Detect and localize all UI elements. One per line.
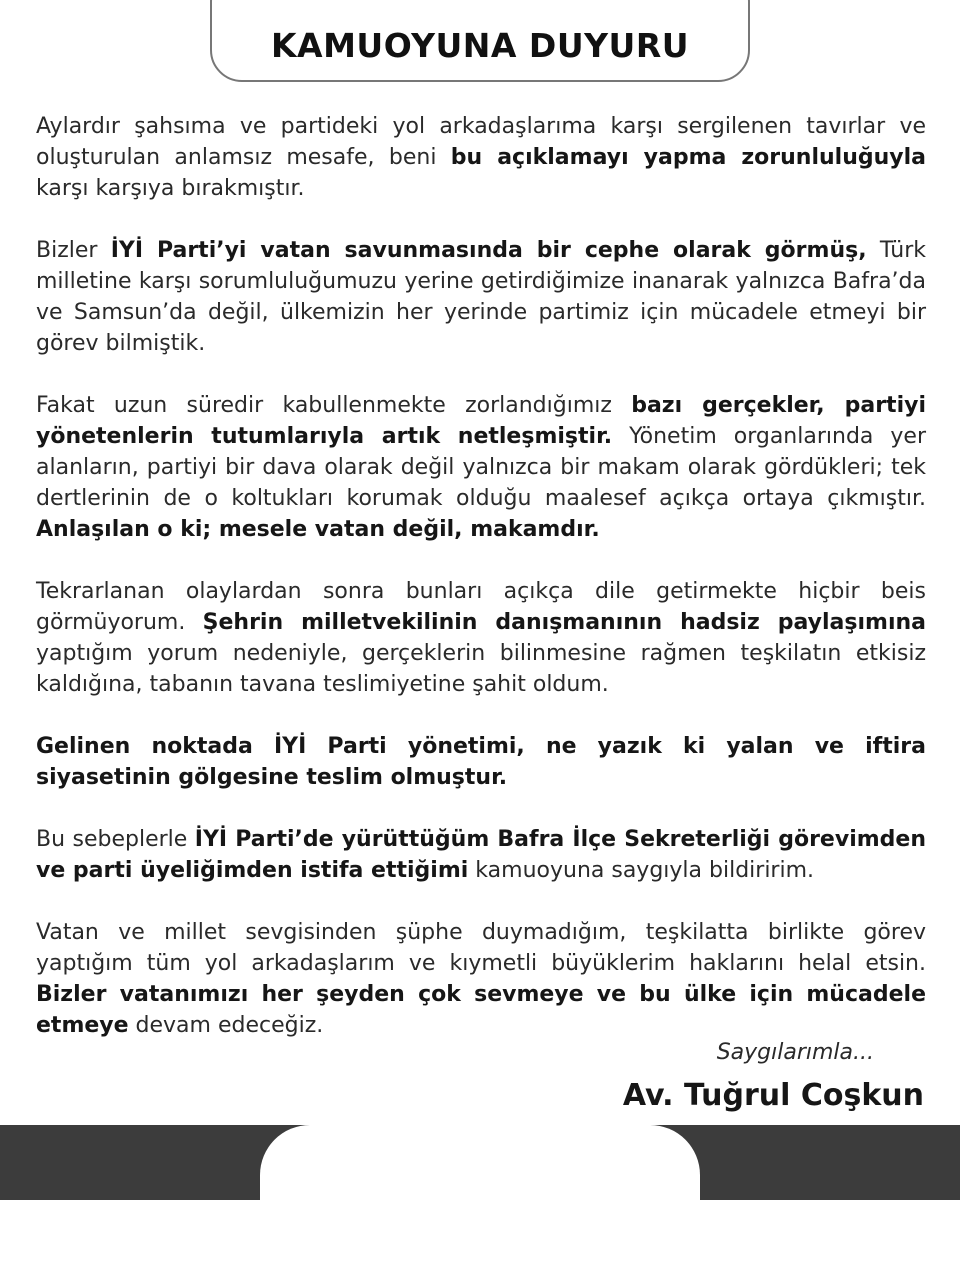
paragraph-7-emphasis: Bizler vatanımızı her şeyden çok sevmeye ve bu ülke için mücadele etmeye xyxy=(36,982,926,1038)
paragraph-7 xyxy=(36,917,926,1041)
paragraph-3-text-middle: Yönetim organlarında yer alanların, partiyi bir dava olarak değil yalnızca bir makam olarak gördükleri; tek dertlerinin de o koltukları korumak olduğu maalesef açıkça ortaya çıkmıştır. xyxy=(36,424,926,511)
paragraph-1-emphasis: bu açıklamayı yapma zorunluluğuyla xyxy=(450,145,926,170)
paragraph-6-emphasis: İYİ Parti’de yürüttüğüm Bafra İlçe Sekreterliği görevimden ve parti üyeliğimden istifa ettiğimi xyxy=(36,827,926,883)
paragraph-3-emphasis: bazı gerçekler, partiyi yönetenlerin tutumlarıyla artık netleşmiştir. xyxy=(36,393,926,449)
paragraph-2-emphasis: İYİ Parti’yi vatan savunmasında bir cephe olarak görmüş, xyxy=(110,238,867,263)
paragraph-4-text-end: yaptığım yorum nedeniyle, gerçeklerin bilinmesine rağmen teşkilatın etkisiz kaldığına, tabanın tavana teslimiyetine şahit oldum. xyxy=(36,641,926,697)
page-title: KAMUOYUNA DUYURU xyxy=(270,26,690,65)
paragraph-4-emphasis: Şehrin milletvekilinin danışmanının hadsiz paylaşımına xyxy=(202,610,926,635)
paragraph-4-text: Tekrarlanan olaylardan sonra bunları açıkça dile getirmekte hiçbir beis görmüyorum. xyxy=(36,579,926,635)
closing-salutation: Saygılarımla... xyxy=(716,1040,874,1065)
paragraph-2-text: Bizler xyxy=(36,238,111,263)
announcement-body xyxy=(36,111,926,1072)
paragraph-2-text-end: Türk milletine karşı sorumluluğumuzu yerine getirdiğimize inanarak yalnızca Bafra’da ve Samsun’da değil, ülkemizin her yerinde partimiz için mücadele etmeyi bir görev bilmiştik. xyxy=(36,238,926,356)
paragraph-4 xyxy=(36,576,926,700)
paragraph-6-text-end: kamuoyuna saygıyla bildiririm. xyxy=(468,858,815,883)
paragraph-1-text: Aylardır şahsıma ve partideki yol arkadaşlarıma karşı sergilenen tavırlar ve oluşturulan anlamsız mesafe, beni xyxy=(36,114,926,170)
paragraph-1 xyxy=(36,111,926,204)
paragraph-7-text: Vatan ve millet sevgisinden şüphe duymadığım, teşkilatta birlikte görev yaptığım tüm yol arkadaşlarım ve kıymetli büyüklerim haklarını helal etsin. xyxy=(36,920,926,976)
signature-block xyxy=(623,1036,924,1118)
paragraph-6-text: Bu sebeplerle xyxy=(36,827,195,852)
paragraph-3 xyxy=(36,390,926,545)
footer-notch xyxy=(260,1125,700,1275)
paragraph-6 xyxy=(36,824,926,886)
paragraph-2 xyxy=(36,235,926,359)
paragraph-3-text: Fakat uzun süredir kabullenmekte zorlandığımız xyxy=(36,393,632,418)
paragraph-5-emphasis: Gelinen noktada İYİ Parti yönetimi, ne yazık ki yalan ve iftira siyasetinin gölgesine teslim olmuştur. xyxy=(36,734,926,790)
paragraph-3-emphasis-end: Anlaşılan o ki; mesele vatan değil, makamdır. xyxy=(36,517,600,542)
signatory-name: Av. Tuğrul Coşkun xyxy=(622,1078,924,1113)
paragraph-7-text-end: devam edeceğiz. xyxy=(128,1013,324,1038)
paragraph-5 xyxy=(36,731,926,793)
paragraph-1-text-end: karşı karşıya bırakmıştır. xyxy=(36,176,305,201)
